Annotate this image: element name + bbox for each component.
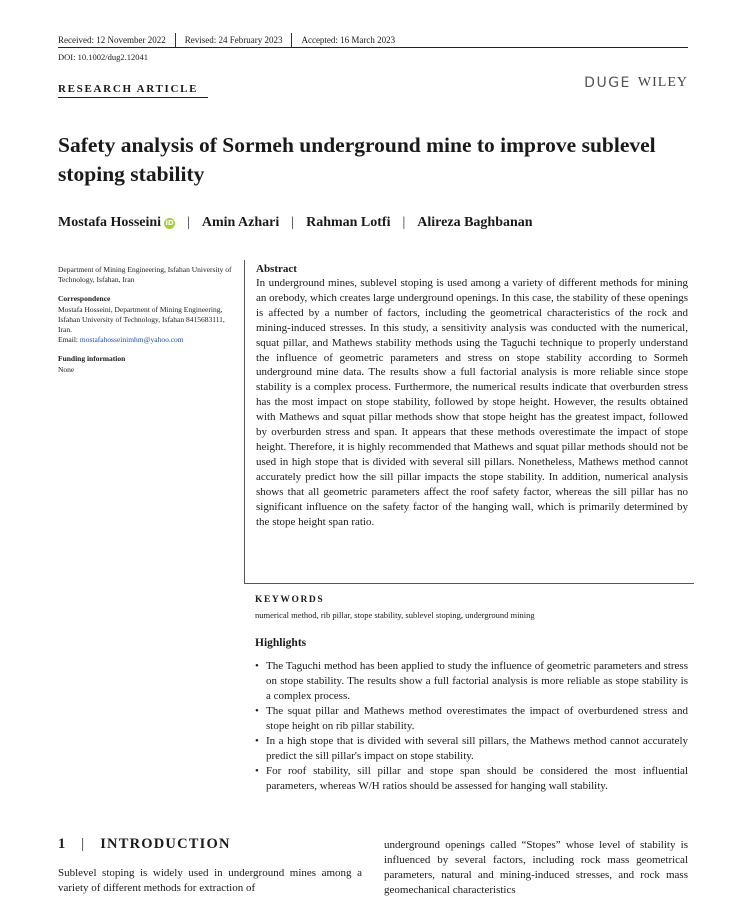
highlight-item: • For roof stability, sill pillar and stope span should be considered the most influential parameters, whereas W/H ratios should be assessed for hanging wall stability. (255, 764, 688, 794)
keywords-text: numerical method, rib pillar, stope stability, sublevel stoping, underground mining (255, 610, 535, 620)
correspondence-email-line (58, 335, 238, 345)
abstract-section (244, 260, 694, 584)
email-label: Email: (58, 335, 78, 344)
article-sidebar (58, 265, 238, 384)
intro-text-right: underground openings called “Stopes” whose level of stability is influenced by several factors, including rock mass geometrical parameters, natural and mining-induced stresses, and rock mass geomechanical characteristics (384, 839, 688, 896)
funding-info (58, 354, 238, 375)
wiley-logo[interactable]: WILEY (637, 75, 688, 90)
journal-logo-text: DUGE (584, 75, 631, 91)
author-list (58, 215, 533, 231)
highlights-list (255, 659, 688, 794)
author-separator: | (187, 215, 190, 230)
author-name[interactable]: Mostafa Hosseini (58, 215, 162, 230)
email-link[interactable]: mostafahosseinimhm@yahoo.com (79, 335, 184, 344)
keywords-heading: KEYWORDS (255, 595, 325, 605)
journal-logo[interactable] (584, 75, 631, 91)
section-title: INTRODUCTION (100, 836, 231, 852)
section-number: 1 (58, 836, 67, 852)
orcid-icon[interactable]: iD (165, 218, 174, 227)
author-name[interactable]: Amin Azhari (201, 215, 280, 230)
author-separator: | (402, 215, 406, 230)
correspondence-text: Mostafa Hosseini, Department of Mining Engineering, Isfahan University of Technology, Isfahan 8415683111, Iran. (58, 305, 225, 334)
correspondence-heading: Correspondence (58, 294, 111, 303)
header-rule (58, 47, 688, 48)
article-title: Safety analysis of Sormeh underground mine to improve sublevel stoping stability (58, 133, 656, 186)
article-type: RESEARCH ARTICLE (58, 83, 199, 95)
highlight-item: • In a high stope that is divided with several sill pillars, the Mathews method cannot accurately predict the sill pillar's impact on stope stability. (255, 734, 688, 764)
date-divider (175, 33, 176, 47)
correspondence (58, 294, 238, 345)
abstract-heading: Abstract (256, 263, 297, 275)
abstract-text: In underground mines, sublevel stoping is used among a variety of different methods for mining an orebody, which creates large underground openings. In this case, the stability of these openings is affected by a number of factors, including the geometrical characteristics of the rock and mining-induced stresses. In this study, a sensitivity analysis was conducted with the numerical, squat pillar, and Mathews stability methods using the Taguchi technique to properly understand the influence of geometric parameters and stress on stope stability according to Sormeh underground mine data. The results show a full factorial analysis is more reliable since stope stability is a complex process. Furthermore, the numerical results indicate that overburden stress has the most impact on stope stability, followed by stope height. However, the results obtained with Mathews and squat pillar methods show that stope height has the greatest impact, followed by overburden stress and span. It appears that these methods overestimate the impact of stope height. Therefore, it is highly recommended that Mathews and squat pillar methods should not be used in high stope that is divided with several sill pillars. Nonetheless, Mathews method cannot accurately predict how the sill pillar impacts the stope stability. In addition, numerical analysis shows that all geometric parameters affect the roof safety factor, whereas the sill pillar has no significant influence on the safety factor of the hanging wall, which is primarily determined by the stope height span ratio. (256, 277, 688, 528)
section-heading (58, 836, 231, 853)
highlight-item: • The Taguchi method has been applied to study the influence of geometric parameters and stress on stope stability. The results show a full factorial analysis is more reliable as stope stability is a complex process. (255, 659, 688, 704)
revised-date: Revised: 24 February 2023 (184, 35, 283, 45)
author-separator: | (291, 215, 295, 230)
article-type-rule (58, 97, 208, 98)
affiliation: Department of Mining Engineering, Isfahan University of Technology, Isfahan, Iran (58, 265, 232, 284)
highlight-item: • The squat pillar and Mathews method overestimates the impact of overburdened stress and stope height on rib pillar stability. (255, 704, 688, 734)
publisher-logos (584, 75, 688, 91)
funding-heading: Funding information (58, 354, 126, 363)
intro-text-left: Sublevel stoping is widely used in underground mines among a variety of different methods for extraction of (58, 867, 362, 894)
author-name[interactable]: Rahman Lotfi (306, 215, 391, 230)
received-date: Received: 12 November 2022 (58, 35, 166, 45)
highlights-heading: Highlights (255, 637, 307, 649)
author-name[interactable]: Alireza Baghbanan (417, 215, 533, 230)
article-dates (58, 33, 395, 47)
section-separator: | (81, 836, 86, 852)
date-divider (291, 33, 292, 47)
accepted-date: Accepted: 16 March 2023 (301, 35, 396, 45)
doi[interactable]: DOI: 10.1002/dug2.12041 (58, 52, 148, 62)
funding-text: None (58, 365, 75, 374)
